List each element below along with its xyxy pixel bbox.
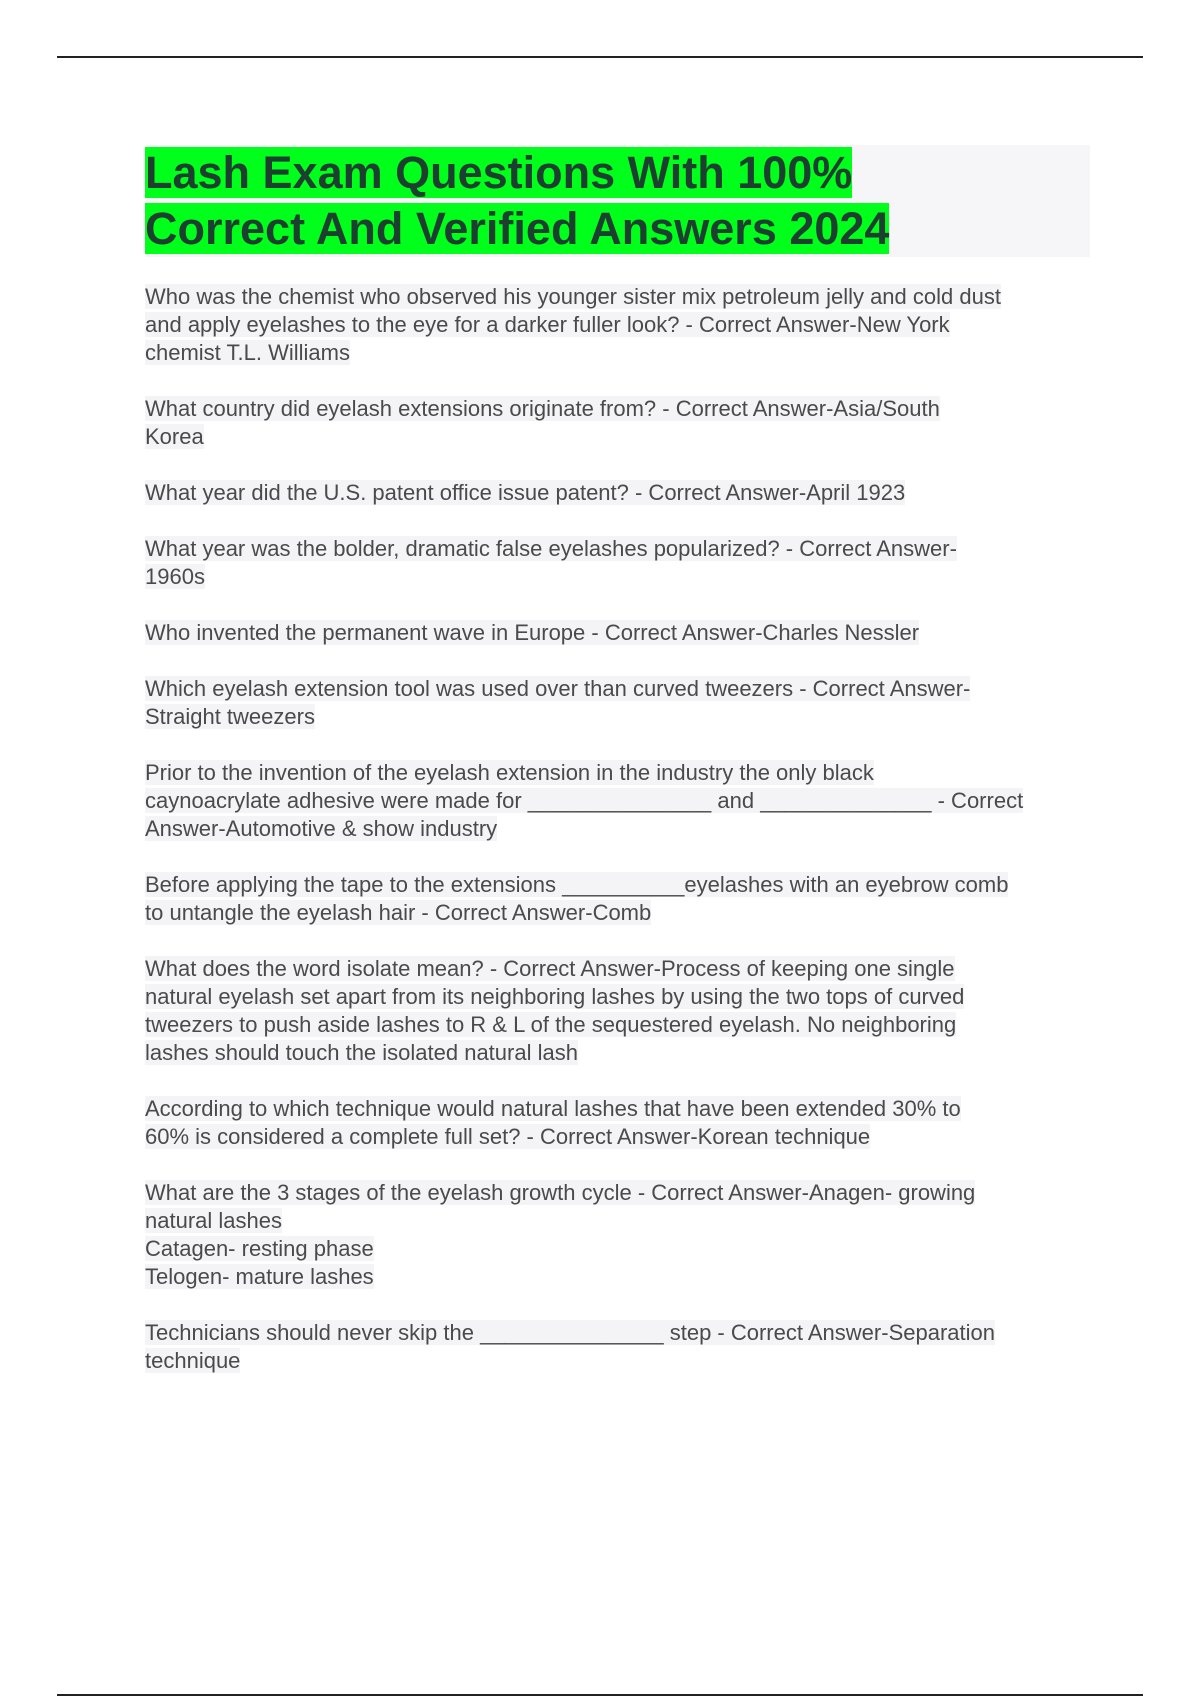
qa-line: [145, 759, 1090, 787]
qa-item: [145, 535, 1090, 591]
qa-line-text: natural eyelash set apart from its neighboring lashes by using the two tops of curved: [145, 984, 965, 1009]
qa-line: [145, 1039, 1090, 1067]
qa-line: [145, 1011, 1090, 1039]
qa-item: [145, 1319, 1090, 1375]
qa-line: [145, 1235, 1090, 1263]
qa-line: [145, 563, 1090, 591]
qa-line: [145, 815, 1090, 843]
qa-line-text: Straight tweezers: [145, 704, 315, 729]
qa-item: [145, 955, 1090, 1067]
qa-line-text: Korea: [145, 424, 204, 449]
qa-line-text: and apply eyelashes to the eye for a darker fuller look? - Correct Answer-New York: [145, 312, 950, 337]
qa-line-text: Telogen- mature lashes: [145, 1264, 374, 1289]
qa-line: [145, 339, 1090, 367]
qa-line-text: technique: [145, 1348, 241, 1373]
qa-item: [145, 619, 1090, 647]
qa-line: [145, 955, 1090, 983]
qa-line: [145, 983, 1090, 1011]
qa-line: [145, 899, 1090, 927]
qa-line: [145, 619, 1090, 647]
qa-line: [145, 787, 1090, 815]
qa-item: [145, 675, 1090, 731]
title-block: [145, 145, 1090, 257]
qa-line-text: Technicians should never skip the _______________ step - Correct Answer-Separation: [145, 1320, 995, 1345]
qa-item: [145, 1095, 1090, 1151]
qa-line-text: tweezers to push aside lashes to R & L of the sequestered eyelash. No neighboring: [145, 1012, 957, 1037]
qa-line-text: Who was the chemist who observed his younger sister mix petroleum jelly and cold dust: [145, 284, 1001, 309]
document-body: [145, 145, 1090, 1403]
qa-item: [145, 479, 1090, 507]
qa-line: [145, 479, 1090, 507]
qa-line: [145, 871, 1090, 899]
qa-line: [145, 703, 1090, 731]
qa-line-text: What country did eyelash extensions originate from? - Correct Answer-Asia/South: [145, 396, 940, 421]
qa-line: [145, 1207, 1090, 1235]
qa-item: [145, 1179, 1090, 1291]
qa-line: [145, 1095, 1090, 1123]
qa-line: [145, 1347, 1090, 1375]
qa-line-text: What year did the U.S. patent office issue patent? - Correct Answer-April 1923: [145, 480, 906, 505]
qa-item: [145, 871, 1090, 927]
qa-line-text: 60% is considered a complete full set? - Correct Answer-Korean technique: [145, 1124, 871, 1149]
qa-item: [145, 395, 1090, 451]
qa-line: [145, 535, 1090, 563]
qa-item: [145, 283, 1090, 367]
qa-line: [145, 423, 1090, 451]
qa-line-text: 1960s: [145, 564, 205, 589]
qa-line-text: What are the 3 stages of the eyelash growth cycle - Correct Answer-Anagen- growing: [145, 1180, 976, 1205]
qa-line-text: Who invented the permanent wave in Europe - Correct Answer-Charles Nessler: [145, 620, 920, 645]
qa-line-text: to untangle the eyelash hair - Correct Answer-Comb: [145, 900, 652, 925]
qa-line-text: Catagen- resting phase: [145, 1236, 374, 1261]
qa-line: [145, 1263, 1090, 1291]
qa-line-text: What year was the bolder, dramatic false eyelashes popularized? - Correct Answer-: [145, 536, 957, 561]
qa-line-text: What does the word isolate mean? - Correct Answer-Process of keeping one single: [145, 956, 955, 981]
qa-line-text: natural lashes: [145, 1208, 282, 1233]
qa-line-text: caynoacrylate adhesive were made for _______________ and ______________ - Correct: [145, 788, 1024, 813]
document-title: [145, 145, 1090, 257]
qa-line: [145, 1179, 1090, 1207]
qa-line: [145, 1123, 1090, 1151]
qa-line: [145, 395, 1090, 423]
qa-line-text: Prior to the invention of the eyelash extension in the industry the only black: [145, 760, 874, 785]
qa-line: [145, 675, 1090, 703]
qa-line-text: Answer-Automotive & show industry: [145, 816, 498, 841]
title-line-1: Lash Exam Questions With 100%: [145, 147, 853, 198]
qa-line: [145, 1319, 1090, 1347]
title-line-2: Correct And Verified Answers 2024: [145, 203, 890, 254]
qa-line: [145, 311, 1090, 339]
footer-rule: [57, 1694, 1143, 1696]
qa-line-text: Before applying the tape to the extensions __________eyelashes with an eyebrow comb: [145, 872, 1009, 897]
qa-line-text: Which eyelash extension tool was used over than curved tweezers - Correct Answer-: [145, 676, 971, 701]
header-rule: [57, 56, 1143, 58]
qa-item: [145, 759, 1090, 843]
qa-line-text: According to which technique would natural lashes that have been extended 30% to: [145, 1096, 961, 1121]
qa-line: [145, 283, 1090, 311]
qa-line-text: lashes should touch the isolated natural lash: [145, 1040, 578, 1065]
qa-line-text: chemist T.L. Williams: [145, 340, 350, 365]
qa-list: [145, 283, 1090, 1375]
